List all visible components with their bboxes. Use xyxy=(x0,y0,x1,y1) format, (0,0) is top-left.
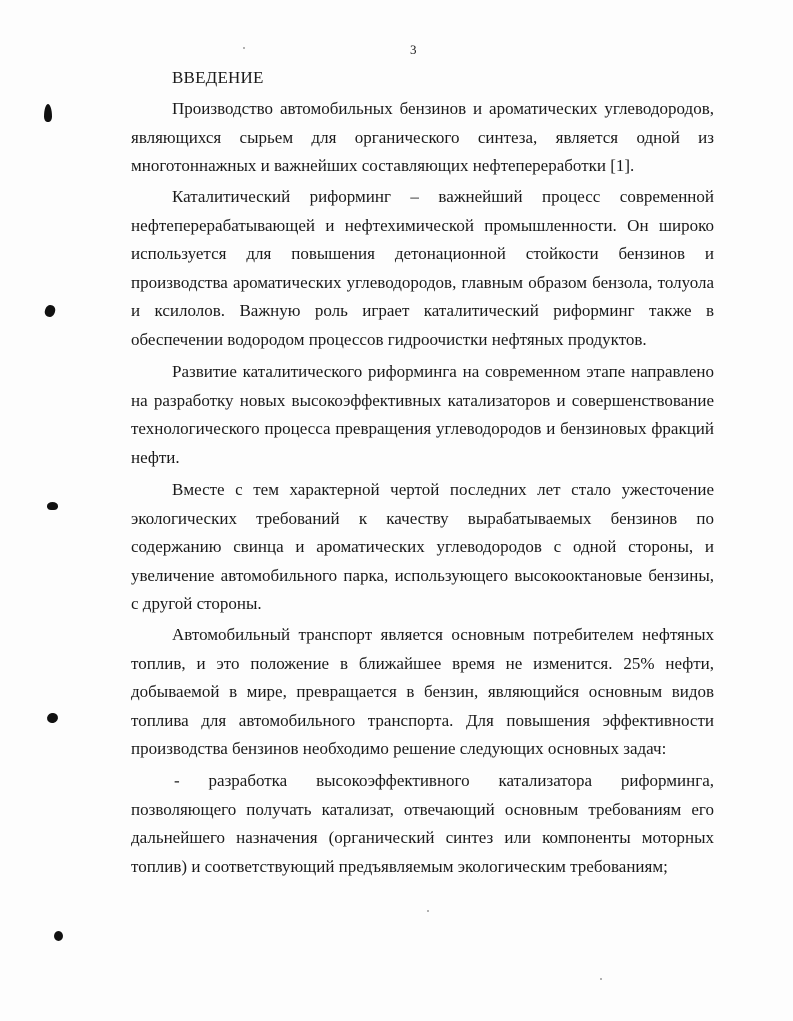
ink-blot xyxy=(54,931,63,941)
ink-blot xyxy=(46,712,59,725)
scan-speck xyxy=(600,978,602,980)
ink-blot xyxy=(43,304,57,319)
paragraph: Каталитический риформинг – важнейший процесс современной нефтеперерабатывающей и нефтехимической промышленности. Он широко используется для повышения детонационной стойкости бензинов и производства ароматических углеводородов, главным образом бензола, толуола и ксилолов. Важную роль играет каталитический риформинг также в обеспечении водородом процессов гидроочистки нефтяных продуктов. xyxy=(131,187,714,349)
paragraph-block xyxy=(131,95,714,181)
paragraph: Автомобильный транспорт является основным потребителем нефтяных топлив, и это положение в ближайшее время не изменится. 25% нефти, добываемой в мире, превращается в бензин, являющийся основным видов топлива для автомобильного транспорта. Для повышения эффективности производства бензинов необходимо решение следующих основных задач: xyxy=(131,625,714,758)
paragraph-block xyxy=(131,183,714,354)
page-number: 3 xyxy=(410,42,417,57)
paragraph-block xyxy=(131,621,714,764)
section-heading: ВВЕДЕНИЕ xyxy=(172,68,264,87)
paragraph: Производство автомобильных бензинов и ароматических углеводородов, являющихся сырьем для органического синтеза, является одной из многотоннажных и важнейших составляющих нефтепереработки [1]. xyxy=(131,99,714,175)
paragraph: Вместе с тем характерной чертой последних лет стало ужесточение экологических требований к качеству вырабатываемых бензинов по содержанию свинца и ароматических углеводородов с одной стороны, и увеличение автомобильного парка, использующего высокооктановые бензины, с другой стороны. xyxy=(131,480,714,613)
paragraph-block xyxy=(131,358,714,472)
list-item-paragraph: - разработка высокоэффективного катализатора риформинга, позволяющего получать катализат, отвечающий основным требованиям его дальнейшего назначения (органический синтез или компоненты моторных топлив) и соответствующий предъявляемым экологическим требованиям; xyxy=(131,771,714,876)
ink-blot xyxy=(47,502,58,510)
paragraph-block xyxy=(131,767,714,881)
paragraph: Развитие каталитического риформинга на современном этапе направлено на разработку новых высокоэффективных катализаторов и совершенствование технологического процесса превращения углеводородов и бензиновых фракций нефти. xyxy=(131,362,714,467)
paragraph-block xyxy=(131,476,714,619)
scan-speck xyxy=(243,47,245,49)
ink-blot xyxy=(44,104,52,122)
scan-speck xyxy=(427,910,429,912)
